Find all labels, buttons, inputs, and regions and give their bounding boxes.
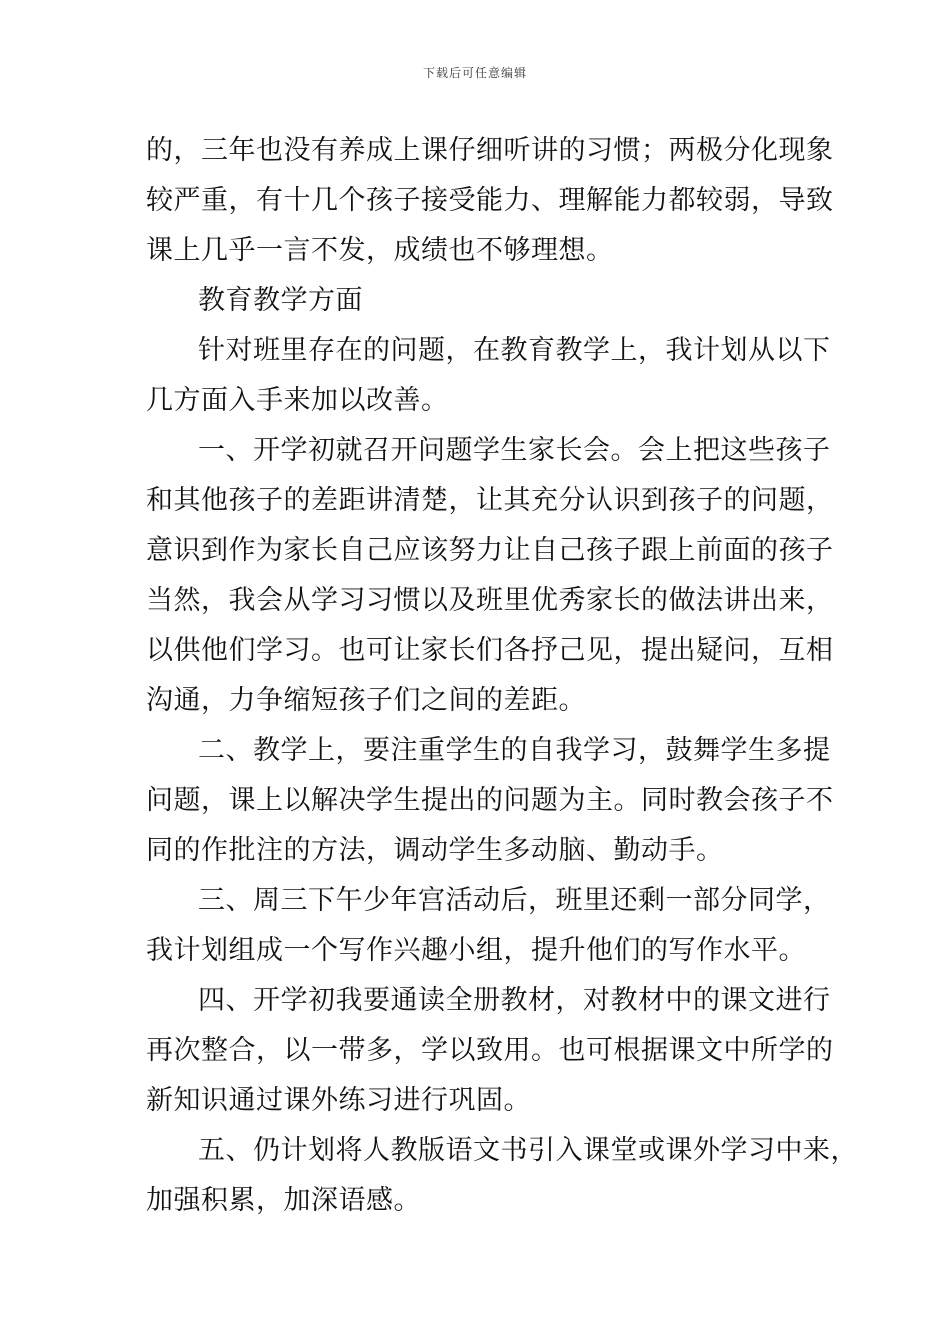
text-line: 四、开学初我要通读全册教材，对教材中的课文进行 bbox=[198, 985, 831, 1016]
text-line: 教育教学方面 bbox=[198, 285, 363, 316]
text-line: 意识到作为家长自己应该努力让自己孩子跟上前面的孩子 bbox=[146, 535, 834, 566]
text-line: 五、仍计划将人教版语文书引入课堂或课外学习中来， bbox=[198, 1135, 858, 1166]
text-line: 加强积累，加深语感。 bbox=[146, 1185, 421, 1216]
text-line: 问题，课上以解决学生提出的问题为主。同时教会孩子不 bbox=[146, 785, 834, 816]
text-line: 针对班里存在的问题，在教育教学上，我计划从以下 bbox=[198, 335, 831, 366]
text-line: 再次整合，以一带多，学以致用。也可根据课文中所学的 bbox=[146, 1035, 834, 1066]
page-header: 下载后可任意编辑 bbox=[422, 66, 527, 80]
text-line: 我计划组成一个写作兴趣小组，提升他们的写作水平。 bbox=[146, 935, 806, 966]
text-line: 沟通，力争缩短孩子们之间的差距。 bbox=[146, 685, 586, 716]
text-line: 课上几乎一言不发，成绩也不够理想。 bbox=[146, 235, 614, 266]
text-line: 同的作批注的方法，调动学生多动脑、勤动手。 bbox=[146, 835, 724, 866]
text-line: 新知识通过课外练习进行巩固。 bbox=[146, 1085, 531, 1116]
text-line: 一、开学初就召开问题学生家长会。会上把这些孩子 bbox=[198, 435, 831, 466]
text-line: 较严重，有十几个孩子接受能力、理解能力都较弱，导致 bbox=[146, 185, 834, 216]
text-line: 三、周三下午少年宫活动后，班里还剩一部分同学， bbox=[198, 885, 831, 916]
text-line: 几方面入手来加以改善。 bbox=[146, 385, 449, 416]
text-line: 的，三年也没有养成上课仔细听讲的习惯；两极分化现象 bbox=[146, 135, 834, 166]
text-line: 二、教学上，要注重学生的自我学习，鼓舞学生多提 bbox=[198, 735, 831, 766]
document-body bbox=[146, 126, 858, 1226]
text-line: 当然，我会从学习习惯以及班里优秀家长的做法讲出来， bbox=[146, 585, 834, 616]
text-line: 和其他孩子的差距讲清楚，让其充分认识到孩子的问题， bbox=[146, 485, 834, 516]
text-line: 以供他们学习。也可让家长们各抒己见，提出疑问，互相 bbox=[146, 635, 834, 666]
